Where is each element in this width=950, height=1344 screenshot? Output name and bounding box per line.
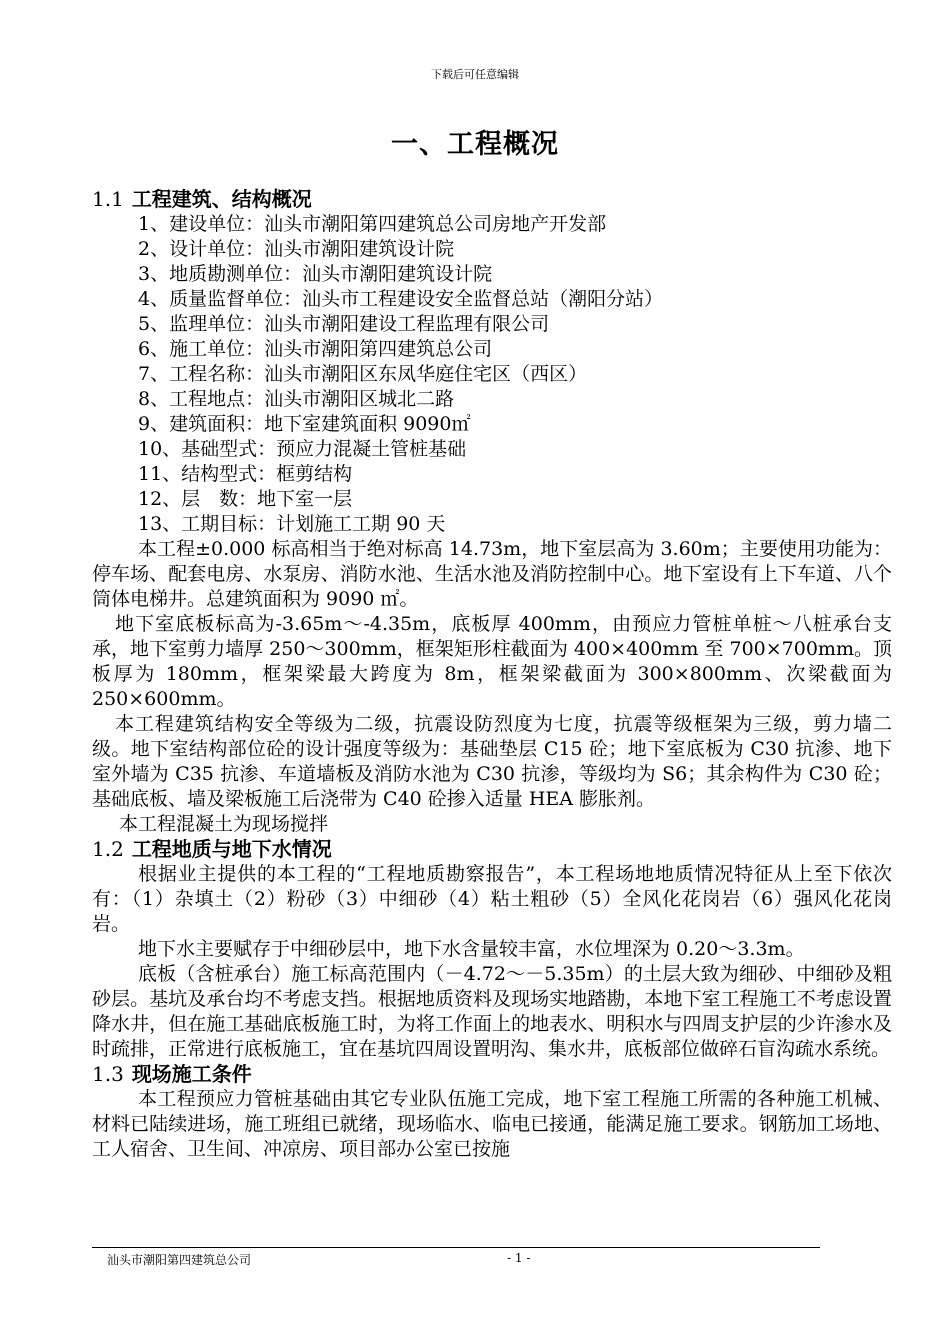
section-title: 工程建筑、结构概况 xyxy=(131,187,312,211)
page-number: - 1 - xyxy=(507,1251,531,1265)
section-number: 1.3 xyxy=(92,1062,124,1086)
footer-company: 汕头市潮阳第四建筑总公司 xyxy=(107,1253,252,1267)
section-title: 现场施工条件 xyxy=(131,1062,252,1086)
section-number: 1.2 xyxy=(92,837,124,861)
list-item: 13、工期目标：计划施工工期 90 天 xyxy=(138,513,446,535)
list-item: 3、地质勘测单位：汕头市潮阳建筑设计院 xyxy=(138,263,493,285)
section-number: 1.1 xyxy=(92,187,124,211)
list-item: 11、结构型式：框剪结构 xyxy=(138,463,353,485)
section-heading-1-1 xyxy=(92,187,892,212)
paragraph: 本工程混凝土为现场搅拌 xyxy=(119,813,329,835)
section-heading-1-2 xyxy=(92,837,892,862)
paragraph: 本工程±0.000 标高相当于绝对标高 14.73m，地下室层高为 3.60m；主要使用功能为：停车场、配套电房、水泵房、消防水池、生活水池及消防控制中心。地下室设有上下车道、八个筒体电梯井。总建筑面积为 9090 ㎡。 xyxy=(92,538,892,610)
section-title: 工程地质与地下水情况 xyxy=(131,837,332,861)
paragraph: 根据业主提供的本工程的“工程地质勘察报告”，本工程场地地质情况特征从上至下依次有：（1）杂填土（2）粉砂（3）中细砂（4）粘土粗砂（5）全风化花岗岩（6）强风化花岗岩。 xyxy=(92,863,892,935)
list-item: 12、层 数：地下室一层 xyxy=(138,488,353,510)
list-item: 7、工程名称：汕头市潮阳区东凤华庭住宅区（西区） xyxy=(138,363,588,385)
page-title: 一、工程概况 xyxy=(391,129,559,160)
paragraph: 底板（含桩承台）施工标高范围内（－4.72～－5.35m）的土层大致为细砂、中细砂及粗砂层。基坑及承台均不考虑支挡。根据地质资料及现场实地踏勘，本地下室工程施工不考虑设置降水井，但在施工基础底板施工时，为将工作面上的地表水、明积水与四周支护层的少许渗水及时疏排，正常进行底板施工，宜在基坑四周设置明沟、集水井，底板部位做碎石盲沟疏水系统。 xyxy=(92,963,892,1060)
list-item: 2、设计单位：汕头市潮阳建筑设计院 xyxy=(138,238,455,260)
section-heading-1-3 xyxy=(92,1062,892,1087)
paragraph: 本工程预应力管桩基础由其它专业队伍施工完成，地下室工程施工所需的各种施工机械、材料已陆续进场，施工班组已就绪，现场临水、临电已接通，能满足施工要求。钢筋加工场地、工人宿舍、卫生间、冲凉房、项目部办公室已按施 xyxy=(92,1088,892,1160)
list-item: 5、监理单位：汕头市潮阳建设工程监理有限公司 xyxy=(138,313,550,335)
header-note: 下载后可任意编辑 xyxy=(431,68,519,81)
list-item: 9、建筑面积：地下室建筑面积 9090㎡ xyxy=(138,413,471,435)
list-item: 8、工程地点：汕头市潮阳区城北二路 xyxy=(138,388,455,410)
list-item: 1、建设单位：汕头市潮阳第四建筑总公司房地产开发部 xyxy=(138,213,607,235)
list-item: 10、基础型式：预应力混凝土管桩基础 xyxy=(138,438,467,460)
paragraph: 地下水主要赋存于中细砂层中，地下水含量较丰富，水位埋深为 0.20～3.3m。 xyxy=(138,938,805,960)
paragraph: 地下室底板标高为-3.65m～-4.35m，底板厚 400mm，由预应力管桩单桩～八桩承台支承，地下室剪力墙厚 250～300mm，框架矩形柱截面为 400×400mm 至 700×700mm。顶板厚为 180mm，框架梁最大跨度为 8m，框架梁截面为 300×800mm、次梁截面为 250×600mm。 xyxy=(92,613,892,710)
document-body xyxy=(92,187,892,1162)
list-item: 4、质量监督单位：汕头市工程建设安全监督总站（潮阳分站） xyxy=(138,288,664,310)
footer-divider xyxy=(92,1247,820,1248)
list-item: 6、施工单位：汕头市潮阳第四建筑总公司 xyxy=(138,338,493,360)
paragraph: 本工程建筑结构安全等级为二级，抗震设防烈度为七度，抗震等级框架为三级，剪力墙二级。地下室结构部位砼的设计强度等级为：基础垫层 C15 砼；地下室底板为 C30 抗渗、地下室外墙为 C35 抗渗、车道墙板及消防水池为 C30 抗渗，等级均为 S6；其余构件为 C30 砼；基础底板、墙及梁板施工后浇带为 C40 砼掺入适量 HEA 膨胀剂。 xyxy=(92,713,892,810)
